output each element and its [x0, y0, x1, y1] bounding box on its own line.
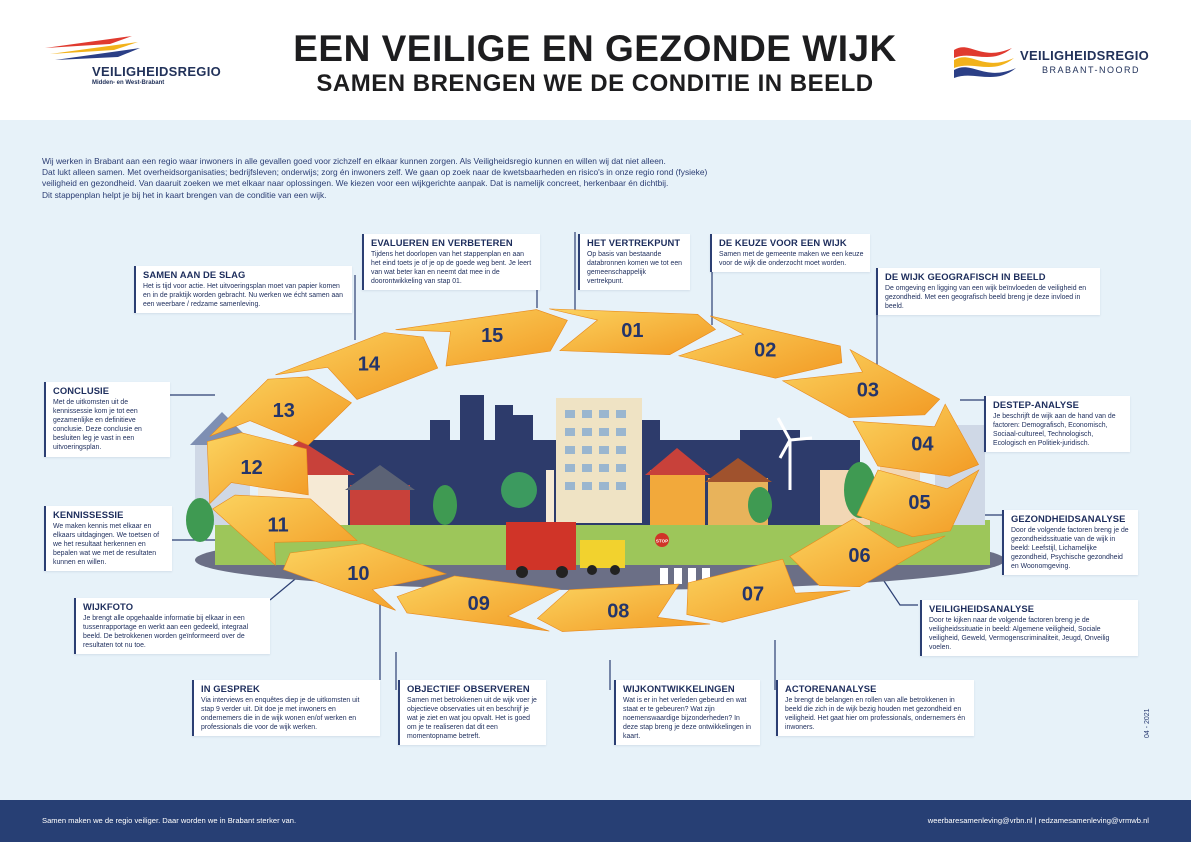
step-box-01 — [578, 234, 690, 290]
step-box-13 — [44, 382, 170, 457]
logo-right-name: VEILIGHEIDSREGIO — [1020, 48, 1150, 63]
step-box-10 — [192, 680, 380, 736]
step-text: Wat is er in het verleden gebeurd en wat staat er te gebeuren? Wat zijn noemenswaardige bijzonderheden? In deze stap breng je deze ontwikkelingen in kaart. — [623, 697, 751, 741]
step-title: OBJECTIEF OBSERVEREN — [407, 683, 530, 694]
step-box-03 — [876, 268, 1100, 315]
logo-right-sub: BRABANT-NOORD — [1042, 65, 1141, 75]
fire-truck — [506, 522, 576, 570]
cycle-arrow-number-14: 14 — [357, 353, 381, 376]
step-text: Het is tijd voor actie. Het uitvoeringsplan moet van papier komen en in de praktijk worden gebracht. Nu werken we écht samen aan een weerbare / redzame samenleving. — [143, 283, 343, 309]
step-box-15 — [362, 234, 540, 290]
cycle-arrow-number-10: 10 — [347, 562, 370, 585]
cycle-arrow-number-03: 03 — [856, 379, 880, 402]
step-box-07 — [776, 680, 974, 736]
step-text: Samen met de gemeente maken we een keuze voor de wijk die onderzocht moet worden. — [719, 251, 864, 268]
intro-line: Wij werken in Brabant aan een regio waar inwoners in alle gevallen goed voor zichzelf en elkaar kunnen zorgen. Als Veiligheidsregio kunnen en willen wij dat niet alleen. — [42, 156, 666, 166]
cycle-arrow-number-05: 05 — [908, 492, 931, 515]
step-title: WIJKONTWIKKELINGEN — [623, 683, 735, 694]
step-title: DE KEUZE VOOR EEN WIJK — [719, 237, 847, 248]
cycle-arrow-number-08: 08 — [607, 600, 630, 623]
step-box-14 — [134, 266, 352, 313]
step-title: EVALUEREN EN VERBETEREN — [371, 237, 513, 248]
date-stamp: 04 - 2021 — [1144, 708, 1151, 738]
step-title: WIJKFOTO — [83, 601, 134, 612]
step-box-06 — [920, 600, 1138, 656]
step-box-09 — [398, 680, 546, 745]
minaret — [546, 470, 554, 525]
yellow-car — [580, 540, 625, 568]
footer-slogan: Samen maken we de regio veiliger. Daar worden we in Brabant sterker van. — [42, 816, 297, 825]
step-title: DE WIJK GEOGRAFISCH IN BEELD — [885, 271, 1046, 282]
cycle-arrow-number-02: 02 — [754, 339, 777, 362]
step-box-04 — [984, 396, 1130, 452]
step-text: Je brengt de belangen en rollen van alle betrokkenen in beeld die zich in de wijk bezig houden met gezondheid en veiligheid. Het gaat hier om professionals, ondernemers én inwoners. — [785, 697, 966, 732]
step-box-11 — [74, 598, 270, 654]
cycle-arrow-number-01: 01 — [621, 320, 644, 343]
intro-line: Dit stappenplan helpt je bij het in kaart brengen van de conditie van een wijk. — [42, 189, 327, 200]
step-title: CONCLUSIE — [53, 385, 110, 396]
step-title: VEILIGHEIDSANALYSE — [929, 603, 1035, 614]
step-text: Je brengt alle opgehaalde informatie bij elkaar in een tussenrapportage en werkt aan een gedeeld, integraal beeld. De betrokkenen worden geïnformeerd over de resultaten tot nu toe. — [83, 615, 249, 650]
step-title: GEZONDHEIDSANALYSE — [1011, 513, 1126, 524]
step-title: IN GESPREK — [201, 683, 260, 694]
step-text: Door de volgende factoren breng je de gezondheidssituatie van de wijk in beeld: Leefstijl, Lichamelijke gezondheid, Psychische gezondheid en Woonomgeving. — [1011, 527, 1129, 571]
step-box-02 — [710, 234, 870, 272]
cycle-arrow-number-11: 11 — [267, 514, 289, 537]
footer-contact-emails[interactable]: weerbaresamenleving@vrbn.nl | redzamesamenleving@vrmwb.nl — [927, 816, 1149, 825]
cycle-arrow-number-12: 12 — [240, 457, 263, 480]
cycle-arrow-number-07: 07 — [741, 583, 765, 606]
cycle-arrow-number-15: 15 — [481, 325, 504, 348]
cycle-arrow-number-09: 09 — [467, 593, 490, 616]
page-title: EEN VEILIGE EN GEZONDE WIJK — [293, 28, 897, 69]
cycle-arrow-number-04: 04 — [911, 433, 934, 456]
cycle-arrow-number-13: 13 — [272, 399, 295, 422]
logo-left-sub: Midden- en West-Brabant — [92, 80, 165, 86]
step-box-08 — [614, 680, 760, 745]
step-title: HET VERTREKPUNT — [587, 237, 681, 248]
step-text: We maken kennis met elkaar en elkaars uitdagingen. We toetsen of we het resultaat herkennen en bepalen wat we met de resultaten kunnen en willen. — [53, 523, 159, 567]
step-text: Tijdens het doorlopen van het stappenplan en aan het eind toets je of je op de goede weg bent. Je leert van wat beter kan en neemt dat mee in de doorontwikkeling van stap 01. — [371, 251, 532, 286]
mosque-dome — [501, 472, 537, 508]
logo-left-name: VEILIGHEIDSREGIO — [92, 64, 222, 79]
step-text: Je beschrijft de wijk aan de hand van de factoren: Demografisch, Economisch, Sociaal-cultureel, Technologisch, Ecologisch en Politiek-juridisch. — [993, 413, 1116, 448]
step-title: ACTORENANALYSE — [785, 683, 877, 694]
step-text: Door te kijken naar de volgende factoren breng je de veiligheidssituatie in beeld: Algemene veiligheid, Sociale veiligheid, Geweld, Vermogenscriminaliteit, Jeugd, Onveilig voelen. — [929, 617, 1110, 652]
page-subtitle: SAMEN BRENGEN WE DE CONDITIE IN BEELD — [316, 70, 874, 97]
intro-line: veiligheid en gezondheid. Van daaruit zoeken we met elkaar naar oplossingen. We kiezen voor een wijkgerichte aanpak. Dat is namelijk concreet, herkenbaar én dichtbij. — [42, 178, 669, 189]
footer — [0, 800, 1191, 842]
step-text: Via interviews en enquêtes diep je de uitkomsten uit stap 9 verder uit. Dit doe je met inwoners en ondernemers die in de wijk wonen en/of werken en professionals die voor de wijk werken. — [201, 697, 360, 732]
step-text: De omgeving en ligging van een wijk beïnvloeden de veiligheid en gezondheid. Met een geografisch beeld breng je deze invloed in beeld. — [885, 285, 1087, 311]
step-title: KENNISSESSIE — [53, 509, 124, 520]
step-box-05 — [1002, 510, 1138, 575]
step-text: Op basis van bestaande databronnen komen we tot een gemeenschappelijk vertrekpunt. — [587, 251, 683, 286]
step-text: Met de uitkomsten uit de kennissessie kom je tot een gezamenlijke en definitieve conclusie. Deze conclusie en besluiten leg je vast in een uitvoeringsplan. — [53, 399, 142, 452]
step-box-12 — [44, 506, 172, 571]
step-title: SAMEN AAN DE SLAG — [143, 269, 246, 280]
stop-sign-label: STOP — [655, 538, 669, 544]
step-text: Samen met betrokkenen uit de wijk voer je objectieve observaties uit en beschrijf je wat je ziet en wat jou opvalt. Het is goed om je te realiseren dat dit een momentopname betreft. — [407, 697, 537, 741]
intro-line: Dat lukt alleen samen. Met overheidsorganisaties; bedrijfsleven; onderwijs; zorg én inwoners zelf. We gaan op zoek naar de kwetsbaarheden en risico's in onze regio rond (fysieke) — [42, 167, 708, 178]
cycle-arrow-number-06: 06 — [848, 545, 871, 568]
step-title: DESTEP-ANALYSE — [993, 399, 1079, 410]
